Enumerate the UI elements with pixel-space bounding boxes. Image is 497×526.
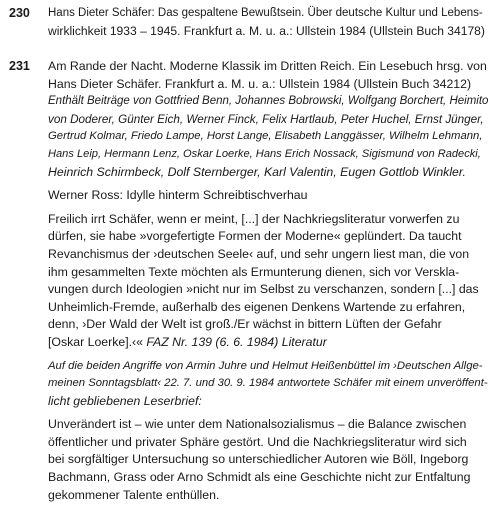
citation-line: Hans Dieter Schäfer: Das gespaltene Bewußtsein. Über deutsche Kultur und Lebens-: [48, 7, 483, 19]
editorial-note: [48, 358, 488, 411]
note-line: Auf die beiden Angriffe von Armin Juhre und Helmut Heißenbüttel im ›Deutschen Allge-: [48, 359, 483, 372]
letter-line: Unverändert ist – wie unter dem Nationalsozialismus – die Balance zwischen: [48, 417, 467, 432]
review-line: Freilich irrt Schäfer, wenn er meint, [...] der Nachkriegsliteratur vorwerfen zu: [48, 211, 460, 226]
review-heading: Werner Ross: Idylle hinterm Schreibtischverhau: [48, 188, 308, 203]
letter-line: öffentlicher und privater Sphäre gestört. Und die Nachkriegsliteratur wird sich: [48, 434, 467, 449]
contents-line: von Doderer, Günter Eich, Werner Finck, Felix Hartlaub, Peter Huchel, Ernst Jünger,: [48, 112, 484, 126]
contents-list: [48, 93, 488, 181]
contents-line: Enthält Beiträge von Gottfried Benn, Johannes Bobrowski, Wolfgang Borchert, Heimito: [48, 95, 489, 108]
title-line: Am Rande der Nacht. Moderne Klassik im Dritten Reich. Ein Lesebuch hrsg. von: [48, 59, 487, 73]
entry-number: 231: [9, 59, 30, 73]
letter-line: gekommener Talente enthüllen.: [48, 487, 220, 502]
letter-line: Bachmann, Grass oder Arno Schmidt als eine Geschichte nicht zur Entfaltung: [48, 470, 471, 485]
review-line: Revanchismus der ›deutschen Seele‹ auf, und sehr ungern liest man, die von: [48, 246, 470, 261]
title-line: Hans Dieter Schäfer. Frankfurt a. M. u. a.: Ullstein 1984 (Ullstein Buch 34212): [48, 76, 472, 91]
review-line: ihm gesammelten Texte möchten als Ermunterung dienen, sich vor Verskla-: [48, 264, 460, 279]
contents-line: Heinrich Schirmbeck, Dolf Sternberger, Karl Valentin, Eugen Gottlob Winkler.: [48, 164, 466, 179]
review-line: vungen durch Ideologien »nicht nur im Selbst zu verschanzen, sondern [...] das: [48, 282, 479, 297]
review-source-line: [48, 334, 488, 352]
note-line: licht gebliebenen Leserbrief:: [48, 393, 202, 408]
entry-content: [48, 58, 488, 504]
book-title: [48, 58, 488, 93]
reader-letter: [48, 416, 488, 504]
entry-citation: [48, 5, 488, 40]
note-line: meinen Sonntagsblatt‹ 22. 7. und 30. 9. 1984 antwortete Schäfer mit einem unveröffent-: [48, 377, 488, 390]
contents-line: Hans Leip, Hermann Lenz, Oskar Loerke, Hans Erich Nossack, Sigismund von Radecki,: [48, 147, 481, 160]
letter-line: bei sorgfältiger Untersuchung so unterschiedlicher Autoren wie Böll, Ingeborg: [48, 452, 469, 467]
citation-line: wirklichkeit 1933 – 1945. Frankfurt a. M. u. a.: Ullstein 1984 (Ullstein Buch 34178): [48, 23, 485, 38]
review-line: dürfen, sie habe »vorgefertigte Formen der Moderne« geplündert. Da taucht: [48, 229, 462, 244]
review-last-text: [Oskar Loerke].‹«: [48, 334, 143, 349]
review-line: Unheimlich-Fremde, außerhalb des eigenen Denkens Wartende zu erfahren,: [48, 299, 466, 314]
review-line: denn, ›Der Wald der Welt ist groß./Er wächst in bittern Lüften der Gefahr: [48, 317, 442, 332]
review-quote: [48, 211, 488, 352]
contents-line: Gertrud Kolmar, Friedo Lampe, Horst Lange, Elisabeth Langgässer, Wilhelm Lehmann,: [48, 130, 483, 143]
review-source: FAZ Nr. 139 (6. 6. 1984) Literatur: [143, 334, 327, 349]
entry-number: 230: [9, 6, 30, 20]
